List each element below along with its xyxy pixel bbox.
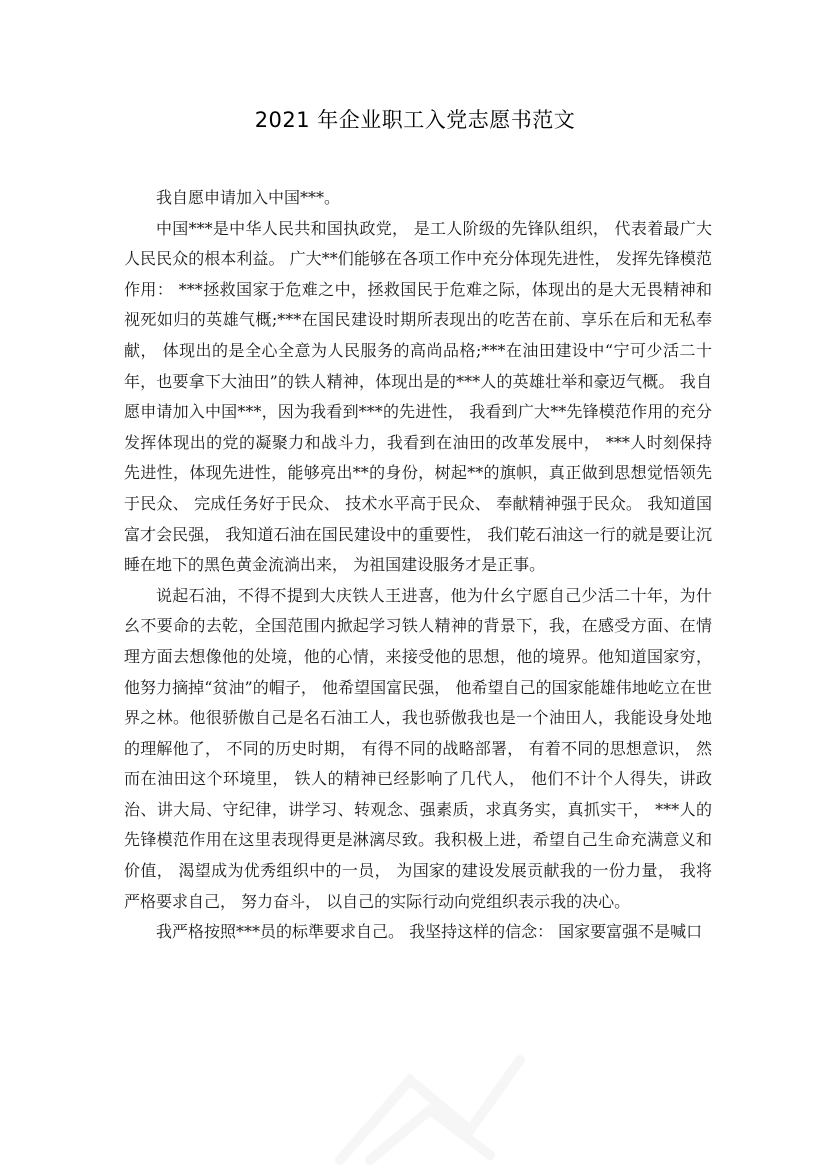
paragraph-4: 我严格按照***员的标準要求自己。 我坚持这样的信念： 国家要富强不是喊口 [156, 922, 703, 942]
watermark-logo [300, 1040, 540, 1170]
document-body [124, 183, 712, 948]
paragraph-1: 我自愿申请加入中国***。 [156, 188, 341, 207]
paragraph-3: 说起石油，不得不提到大庆铁人王进喜，他为什幺宁愿自己少活二十年，为什幺不要命的去乾，全国范围内掀起学习铁人精神的背景下，我，在感受方面、在情理方面去想像他的处境，他的心情，来接受他的思想，他的境界。他知道国家穷， 他努力摘掉“贫油”的帽子， 他希望国富民强， 他希望自己的国家能雄伟地屹立在世界之林。他很骄傲自己是名石油工人，我也骄傲我也是一个油田人，我能设身处地的理解他了， 不同的历史时期， 有得不同的战略部署， 有着不同的思想意识， 然而在油田这个环境里， 铁人的精神已经影响了几代人， 他们不计个人得失，讲政治、讲大局、守纪律，讲学习、转观念、强素质，求真务实，真抓实干， ***人的先锋模范作用在这里表现得更是淋漓尽致。我积极上进，希望自己生命充满意义和价值， 渴望成为优秀组织中的一员， 为国家的建设发展贡献我的一份力量， 我将严格要求自己， 努力奋斗， 以自己的实际行动向党组织表示我的决心。 [124, 585, 712, 911]
document-title: 2021 年企业职工入党志愿书范文 [254, 108, 576, 132]
paragraph-2: 中国***是中华人民共和国执政党， 是工人阶级的先锋队组织， 代表着最广大人民民众的根本利益。 广大**们能够在各项工作中充分体现先进性， 发挥先锋模范作用： ***拯救国家于危难之中，拯救国民于危难之际，体现出的是大无畏精神和视死如归的英雄气概;***在国民建设时期所表现出的吃苦在前、享乐在后和无私奉献， 体现出的是全心全意为人民服务的高尚品格;***在油田建设中“宁可少活二十年，也要拿下大油田”的铁人精神，体现出是的***人的英雄壮举和豪迈气概。 我自愿申请加入中国***，因为我看到***的先进性， 我看到广大**先锋模范作用的充分发挥体现出的党的凝聚力和战斗力，我看到在油田的改革发展中， ***人时刻保持先进性，体现先进性，能够亮出**的身份，树起**的旗帜，真正做到思想觉悟领先于民众、 完成任务好于民众、 技术水平高于民众、 奉献精神强于民众。 我知道国富才会民强， 我知道石油在国民建设中的重要性， 我们乾石油这一行的就是要让沉睡在地下的黑色黄金流淌出来， 为祖国建设服务才是正事。 [124, 218, 712, 575]
